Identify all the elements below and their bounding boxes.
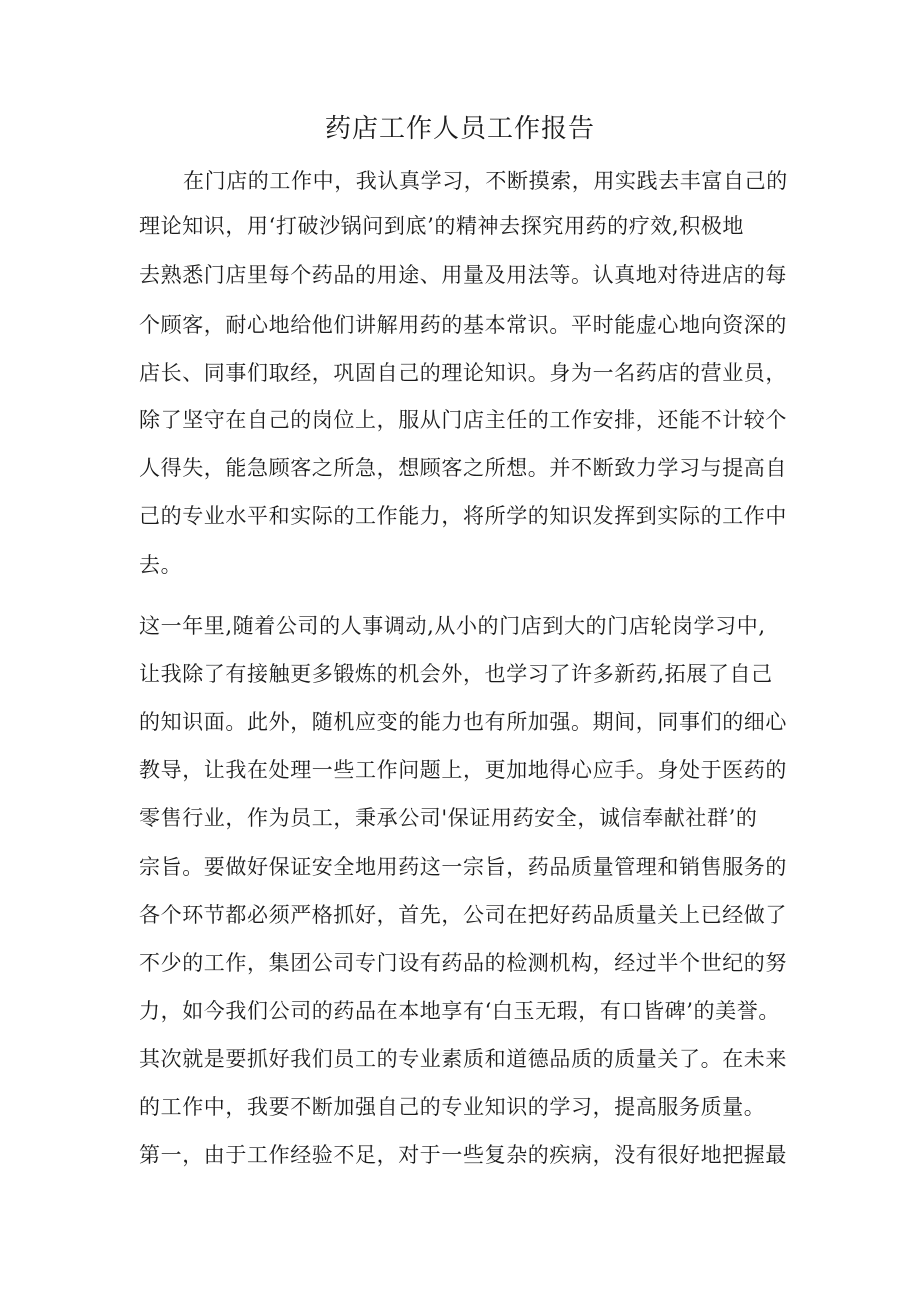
paragraph-2-line-3: 的知识面。此外，随机应变的能力也有所加强。期间，同事们的细心: [139, 710, 787, 734]
paragraph-1-line-2: 理论知识，用‘打破沙锅问到底’的精神去探究用药的疗效,积极地: [139, 214, 745, 238]
paragraph-2-line-8: 不少的工作，集团公司专门设有药品的检测机构，经过半个世纪的努: [139, 951, 787, 975]
paragraph-1-line-5: 店长、同事们取经，巩固自己的理论知识。身为一名药店的营业员，: [139, 361, 787, 385]
paragraph-2-line-11: 的工作中，我要不断加强自己的专业知识的学习，提高服务质量。: [139, 1095, 766, 1119]
paragraph-1-line-8: 己的专业水平和实际的工作能力，将所学的知识发挥到实际的工作中: [139, 504, 787, 528]
paragraph-3-line-1: 第一，由于工作经验不足，对于一些复杂的疾病，没有很好地把握最: [139, 1143, 787, 1167]
paragraph-1-line-7: 人得失，能急顾客之所急，想顾客之所想。并不断致力学习与提高自: [139, 456, 787, 480]
paragraph-2-line-4: 教导，让我在处理一些工作问题上，更加地得心应手。身处于医药的: [139, 758, 787, 782]
paragraph-2-line-10: 其次就是要抓好我们员工的专业素质和道德品质的质量关了。在未来: [139, 1047, 787, 1071]
paragraph-2-line-5: 零售行业，作为员工，秉承公司'保证用药安全，诚信奉献社群’的: [139, 806, 758, 830]
paragraph-2-line-1: 这一年里,随着公司的人事调动,从小的门店到大的门店轮岗学习中,: [139, 614, 766, 638]
paragraph-1-line-6: 除了坚守在自己的岗位上，服从门店主任的工作安排，还能不计较个: [139, 408, 787, 432]
paragraph-2-line-6: 宗旨。要做好保证安全地用药这一宗旨，药品质量管理和销售服务的: [139, 855, 787, 879]
paragraph-1-line-4: 个顾客，耐心地给他们讲解用药的基本常识。平时能虚心地向资深的: [139, 313, 787, 337]
paragraph-1-line-1: 在门店的工作中，我认真学习，不断摸索，用实践去丰富自己的: [183, 169, 788, 193]
paragraph-1-line-3: 去熟悉门店里每个药品的用途、用量及用法等。认真地对待进店的每: [139, 263, 787, 287]
paragraph-2-line-7: 各个环节都必须严格抓好，首先，公司在把好药品质量关上已经做了: [139, 903, 787, 927]
paragraph-2-line-9: 力，如今我们公司的药品在本地享有‘白玉无瑕，有口皆碑’的美誉。: [139, 999, 780, 1023]
paragraph-2-line-2: 让我除了有接触更多锻炼的机会外，也学习了许多新药,拓展了自己: [139, 662, 773, 686]
document-title: 药店工作人员工作报告: [324, 114, 595, 144]
paragraph-1-line-9: 去。: [139, 553, 183, 577]
